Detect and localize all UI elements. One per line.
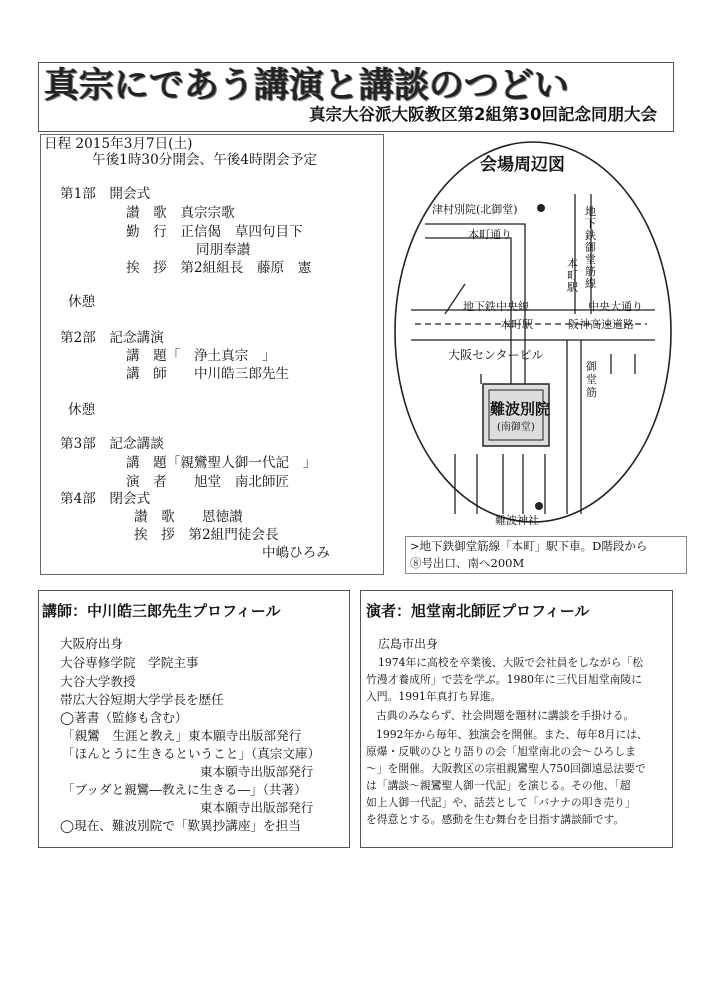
map-label-subway: 地下鉄御堂筋線	[585, 205, 596, 290]
performer-line: を得意とする。感動を生む舞台を目指す講談師です。	[366, 813, 625, 826]
map-label-center-bldg: 大阪センタービル	[448, 348, 544, 362]
access-note: >地下鉄御堂筋線「本町」駅下車。D階段から	[410, 539, 648, 553]
part1-item: 讃 歌 真宗宗歌	[126, 205, 235, 221]
performer-profile-title: 演者：旭堂南北師匠プロフィール	[366, 602, 590, 620]
performer-line: 1992年から毎年、独演会を開催。また、毎年8月には、	[376, 728, 648, 741]
break-label: 休憩	[68, 402, 96, 418]
part1-heading: 第1部 開会式	[60, 186, 151, 202]
map-label-honmachi-dori: 本町通り	[468, 228, 512, 241]
part3-heading: 第3部 記念講談	[60, 436, 164, 452]
schedule-date: 日程 2015年3月7日(土)	[44, 136, 193, 152]
break-label: 休憩	[68, 294, 96, 310]
lecturer-line: 「ほんとうに生きるということ」（真宗文庫）	[62, 746, 321, 761]
part4-item: 讃 歌 恩徳讃	[134, 509, 243, 525]
map-label-honmachi-station: 本町駅	[567, 257, 578, 294]
part2-heading: 第2部 記念講演	[60, 330, 164, 346]
part1-item: 同朋奉讃	[196, 242, 251, 258]
lecturer-line: 東本願寺出版部発行	[200, 800, 314, 815]
performer-line: ～」を開催。大阪教区の宗祖親鸞聖人750回御遠忌法要で	[366, 762, 646, 775]
map-title: 会場周辺図	[480, 155, 565, 175]
map-label-tsumura: 津村別院(北御堂)	[432, 203, 518, 216]
part3-item: 演 者 旭堂 南北師匠	[126, 474, 290, 490]
map-label-honmachi-eki: 本町駅	[500, 318, 533, 331]
lecturer-line: 大谷大学教授	[60, 674, 136, 689]
part4-heading: 第4部 閉会式	[60, 491, 151, 507]
map-label-minami-mido: (南御堂)	[497, 422, 535, 433]
map-label-betsuin: 難波別院	[490, 400, 551, 418]
lecturer-line: ◯著書（監修も含む）	[60, 710, 188, 725]
map-label-chuo-line: 地下鉄中央線	[463, 300, 529, 313]
part2-item: 講 題「 浄土真宗 」	[126, 348, 276, 364]
part3-item: 講 題「親鸞聖人御一代記 」	[126, 455, 317, 471]
performer-line: 入門。1991年真打ち昇進。	[366, 690, 502, 703]
jinja-marker	[535, 502, 543, 510]
lecturer-line: 大谷専修学院 学院主事	[60, 655, 199, 670]
lecturer-line: 東本願寺出版部発行	[200, 764, 314, 779]
venue-map	[385, 134, 685, 544]
part1-item: 勤 行 正信偈 草四句目下	[126, 224, 303, 240]
lecturer-line: 「親鸞 生涯と教え」東本願寺出版部発行	[62, 728, 302, 743]
performer-line: 広島市出身	[378, 637, 439, 651]
part2-item: 講 師 中川皓三郎先生	[126, 366, 290, 382]
performer-line: 竹漫才養成所」で芸を学ぶ。1980年に三代目旭堂南陵に	[366, 673, 643, 686]
performer-line: 古典のみならず、社会問題を題材に講談を手掛ける。	[376, 709, 635, 722]
schedule-time: 午後1時30分開会、午後4時閉会予定	[92, 152, 317, 168]
part1-item: 挨 拶 第2組組長 藤原 憲	[126, 260, 312, 276]
performer-line: 如上人御一代記」や、話芸として「バナナの叩き売り」	[366, 796, 636, 809]
map-label-chuo-odori: 中央大通り	[588, 300, 643, 313]
performer-line: は「講談～親鸞聖人御一代記」を演じる。その他、「超	[366, 779, 631, 792]
lecturer-line: ◯現在、難波別院で「歎異抄講座」を担当	[60, 818, 301, 833]
part4-item: 挨 拶 第2組門徒会長	[134, 527, 279, 543]
map-label-hanshin: 阪神高速道路	[568, 318, 634, 331]
map-label-midosuji: 御堂筋	[586, 360, 597, 399]
lecturer-line: 帯広大谷短期大学学長を歴任	[60, 692, 224, 707]
lecturer-line: 「ブッダと親鸞―教えに生きる―」（共著）	[62, 782, 307, 797]
page-title: 真宗にであう講演と講談のつどい	[44, 66, 570, 106]
map-outline	[395, 142, 671, 522]
map-label-jinja: 難波神社	[495, 514, 539, 527]
tsumura-marker	[537, 204, 545, 212]
performer-line: 原爆・反戦のひとり語りの会「旭堂南北の会～ひろしま	[366, 745, 636, 758]
performer-line: 1974年に高校を卒業後、大阪で会社員をしながら「松	[378, 656, 644, 669]
part4-item: 中嶋ひろみ	[262, 545, 330, 561]
lecturer-profile-title: 講師：中川皓三郎先生プロフィール	[42, 602, 281, 620]
lecturer-line: 大阪府出身	[60, 636, 123, 651]
page-subtitle: 真宗大谷派大阪教区第2組第30回記念同朋大会	[309, 105, 657, 124]
access-note: ⑧号出口、南へ200M	[410, 556, 525, 570]
